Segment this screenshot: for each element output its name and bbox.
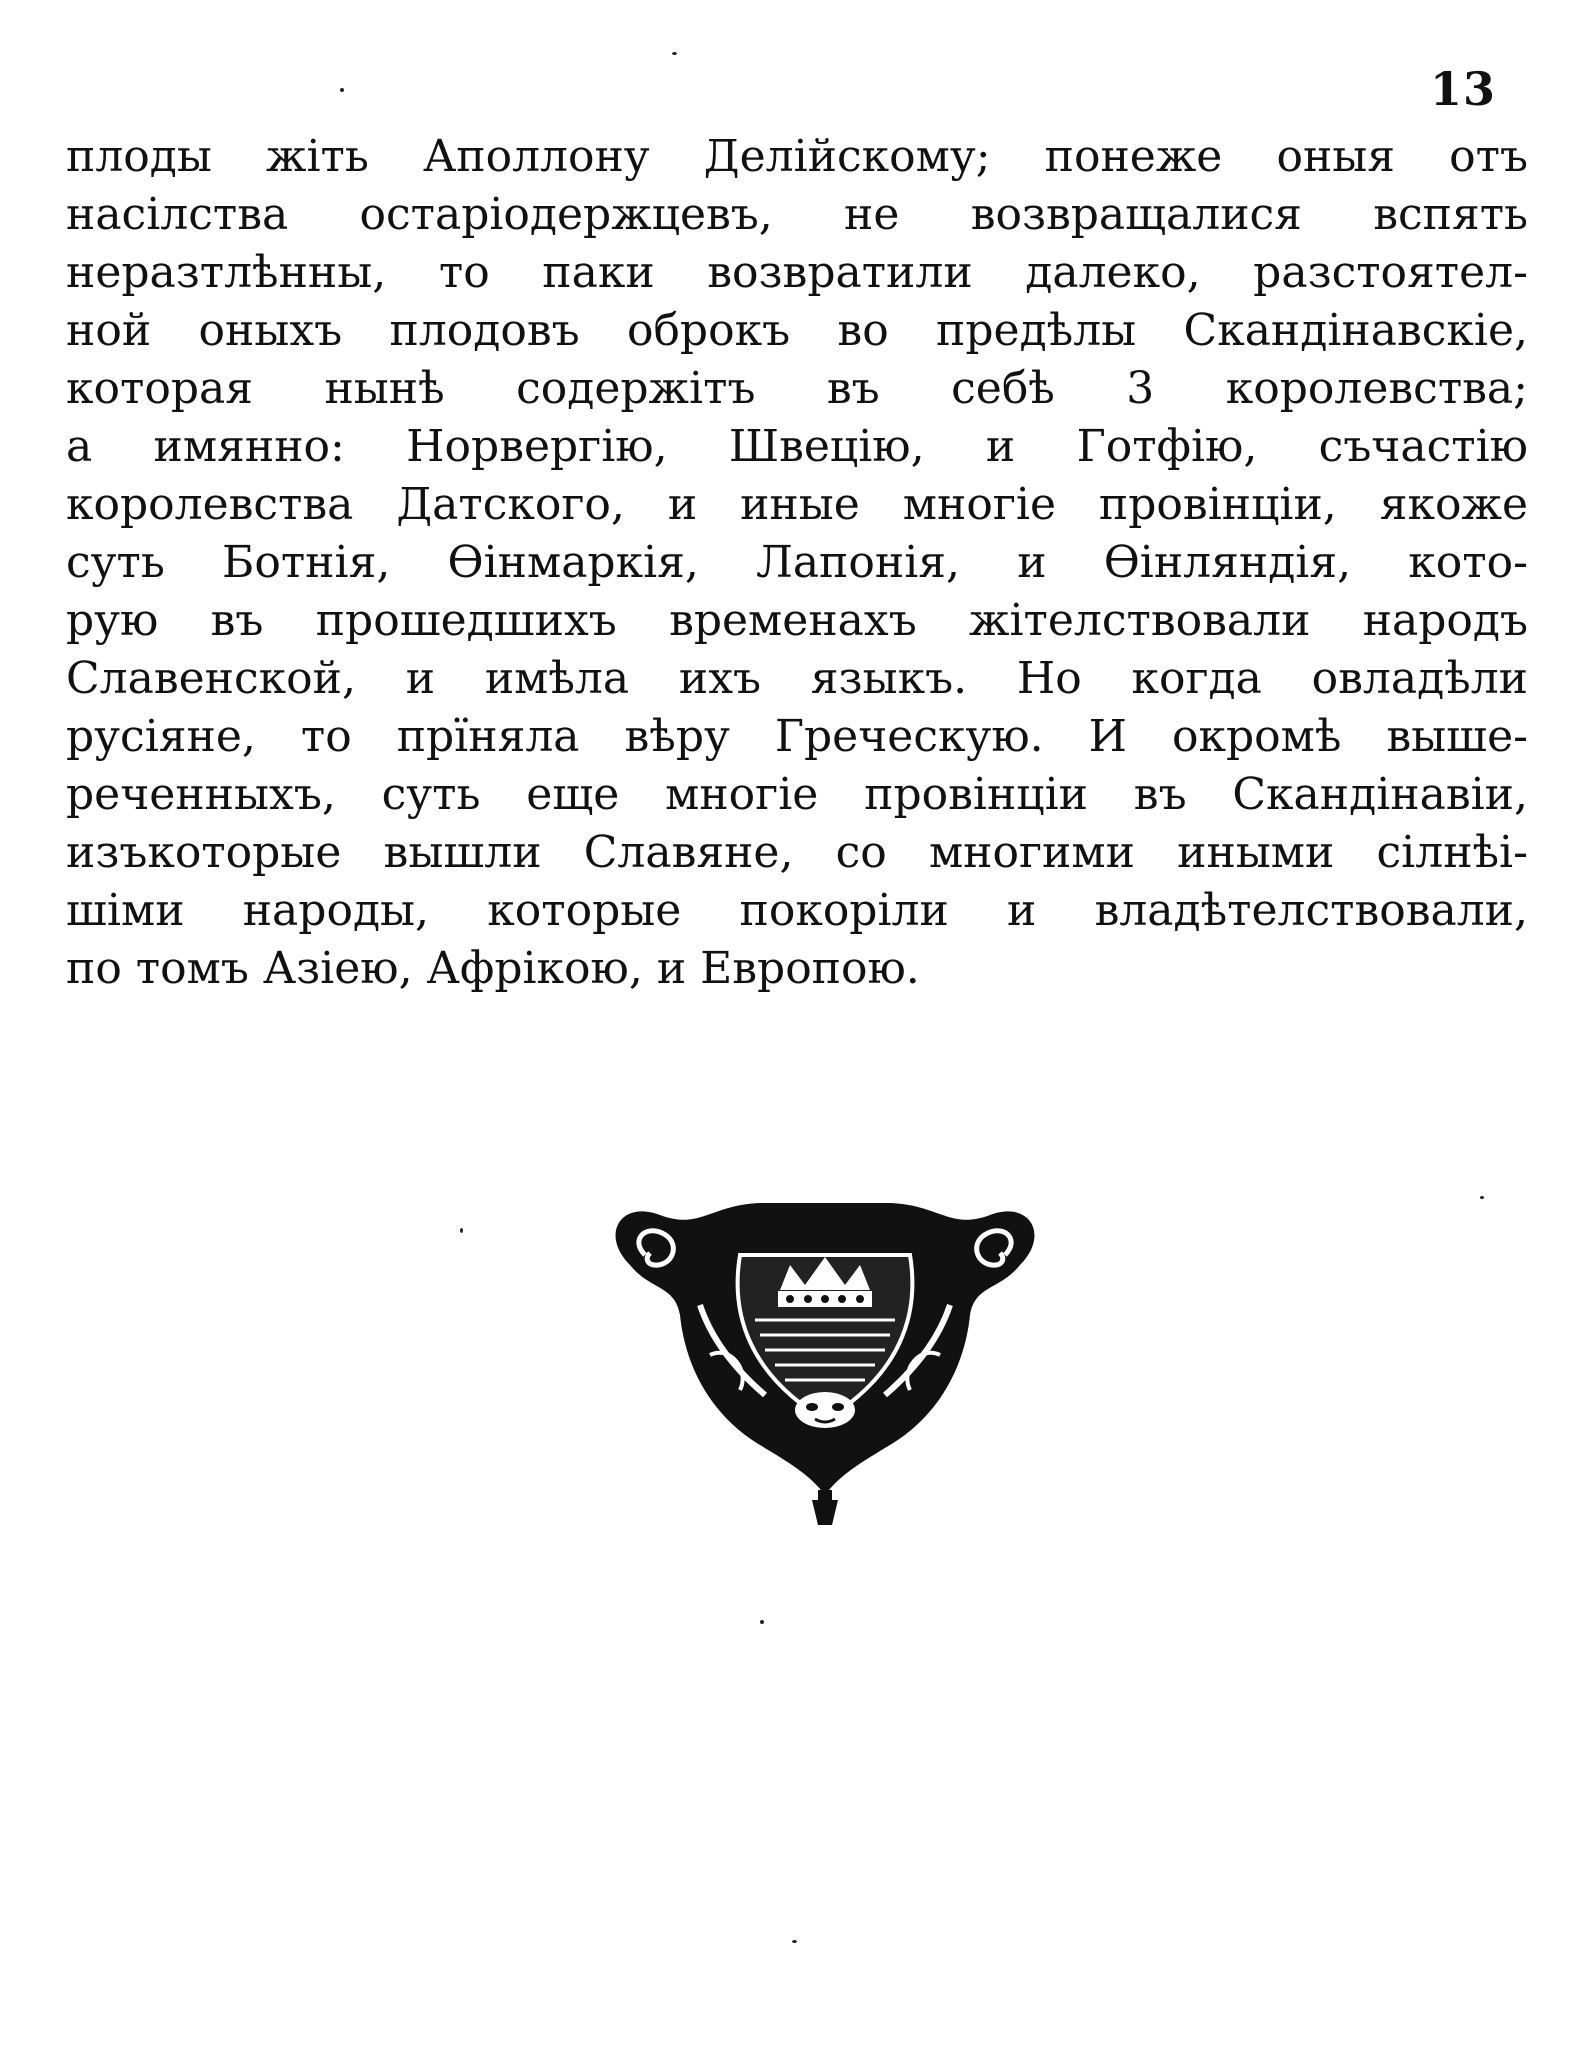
text-line: по томъ Азіею, Афрікою, и Европою. [66,943,920,994]
text-line: ной оныхъ плодовъ оброкъ во предѣлы Скандінавскіе, [66,305,1528,356]
scan-speck [760,1620,764,1624]
text-line: а имянно: Норвергію, Швецію, и Готфію, съчастію [66,421,1528,472]
scan-speck [792,1940,797,1943]
text-line: Славенской, и имѣла ихъ языкъ. Но когда овладѣли [66,653,1528,704]
text-line: шіми народы, которые покоріли и владѣтелствовали, [66,885,1528,936]
text-line: русіяне, то прїняла вѣру Греческую. И окромѣ выше- [66,711,1528,762]
text-line: реченныхъ, суть еще многіе провінціи въ Скандінавіи, [66,769,1528,820]
text-line: насілствa остаріодержцевъ, не возвращалися вспять [66,189,1528,240]
text-line: которая нынѣ содержітъ въ себѣ 3 королевства; [66,363,1528,414]
scan-speck [460,1228,463,1233]
text-line: королевства Датского, и иные многіе провінціи, якоже [66,479,1528,530]
body-text [66,128,1528,998]
text-line: изъкоторые вышли Славяне, со многими иными сілнѣі- [66,827,1528,878]
scan-speck [1480,1196,1484,1199]
text-line: суть Ботнія, Өінмаркія, Лапонія, и Өінляндія, кото- [66,537,1528,588]
tailpiece-ornament [590,1195,1060,1525]
text-line: рую въ прошедшихъ временахъ жітелствовали народъ [66,595,1528,646]
page-number: 13 [1429,62,1496,116]
scan-speck [340,88,344,92]
scan-speck [672,52,677,55]
text-line: плоды жіть Аполлону Делійскому; понеже оныя отъ [66,131,1528,182]
text-line: неразтлѣнны, то паки возвратили далеко, разстоятел- [66,247,1528,298]
